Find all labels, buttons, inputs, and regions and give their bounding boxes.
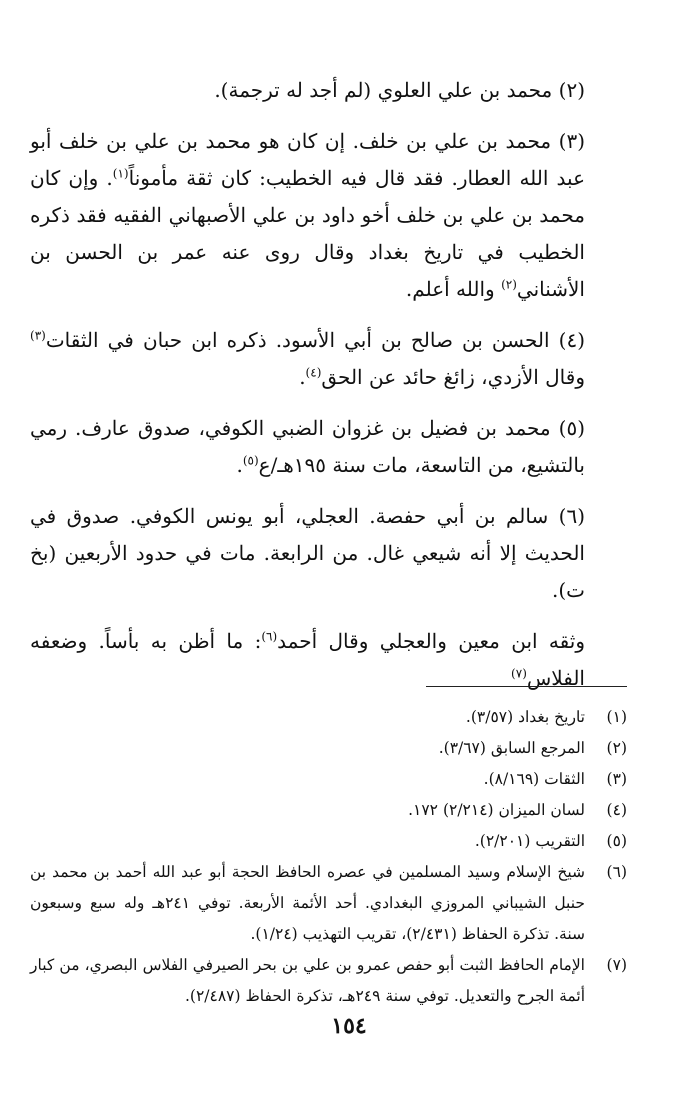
entry-4 (30, 322, 585, 396)
main-text (30, 72, 585, 697)
footnote-ref-7: (٧) (511, 666, 527, 681)
footnotes (30, 702, 627, 1012)
footnote-text: شيخ الإسلام وسيد المسلمين في عصره الحافظ الحجة أبو عبد الله أحمد بن محمد بن حنبل الشيباني المروزي البغدادي. أحد الأئمة الأربعة. توفي ٢٤١هـ وله سبع وسبعون سنة. تذكرة الحفاظ (٢/٤٣١)، تقريب التهذيب (١/٢٤). (30, 863, 585, 943)
footnote-separator (426, 686, 627, 687)
tail-text: وثقه ابن معين والعجلي وقال أحمد (277, 629, 585, 653)
footnote-item (30, 950, 627, 1012)
footnote-number: (٤) (606, 801, 627, 819)
page-number: ١٥٤ (331, 1013, 367, 1039)
footnote-number: (١) (606, 708, 627, 726)
footnote-number: (٦) (606, 863, 627, 881)
footnote-ref-6: (٦) (261, 629, 278, 644)
entry-4-text-end: . (299, 365, 306, 389)
entry-3-text-end: والله أعلم. (405, 277, 502, 301)
footnote-item (30, 857, 627, 950)
entry-5-text-end: . (236, 453, 243, 477)
footnote-text: تاريخ بغداد (٣/٥٧). (465, 708, 585, 726)
tail-text-cont: : ما أظن به بأساً. وضعفه الفلاس (30, 629, 585, 690)
footnote-number: (٢) (606, 739, 627, 757)
entry-4-text: (٤) الحسن بن صالح بن أبي الأسود. ذكره ابن حبان في الثقات (45, 328, 585, 352)
footnote-ref-3: (٣) (30, 328, 46, 343)
entry-4-text-cont: وقال الأزدي، زائغ حائد عن الحق (321, 365, 585, 389)
footnote-ref-5: (٥) (242, 453, 259, 468)
footnote-text: الثقات (٨/١٦٩). (483, 770, 585, 788)
entry-3-text-cont: . وإن كان محمد بن علي بن خلف أخو داود بن علي الأصبهاني الفقيه فقد ذكره الخطيب في تاريخ بغداد وقال روى عنه عمر بن الحسن بن الأشناني (30, 166, 585, 301)
footnote-text: الإمام الحافظ الثبت أبو حفص عمرو بن علي بن بحر الصيرفي الفلاس البصري، من كبار أئمة الجرح والتعديل. توفي سنة ٢٤٩هـ، تذكرة الحفاظ (٢/٤٨٧). (30, 956, 585, 1005)
footnote-ref-4: (٤) (305, 365, 322, 380)
footnote-item (30, 764, 627, 795)
footnote-item (30, 795, 627, 826)
entry-2: (٢) محمد بن علي العلوي (لم أجد له ترجمة). (214, 78, 585, 102)
entry-5 (30, 410, 585, 484)
footnote-item (30, 733, 627, 764)
entry-3-text: (٣) محمد بن علي بن خلف. إن كان هو محمد بن علي بن خلف أبو عبد الله العطار. فقد قال فيه الخطيب: كان ثقة مأموناً (30, 129, 586, 190)
footnote-text: التقريب (٢/٢٠١). (474, 832, 585, 850)
entry-6: (٦) سالم بن أبي حفصة. العجلي، أبو يونس الكوفي. صدوق في الحديث إلا أنه شيعي غال. من الرابعة. مات في حدود الأربعين (بخ ت). (30, 504, 585, 602)
footnote-number: (٣) (606, 770, 627, 788)
footnote-ref-2: (٢) (501, 277, 517, 292)
footnote-text: لسان الميزان (٢/٢١٤) ١٧٢. (408, 801, 585, 819)
footnote-item (30, 826, 627, 857)
footnote-text: المرجع السابق (٣/٦٧). (438, 739, 585, 757)
entry-3 (30, 123, 585, 308)
footnote-ref-1: (١) (112, 166, 129, 181)
footnote-number: (٧) (606, 956, 627, 974)
footnote-item (30, 702, 627, 733)
entry-5-text: (٥) محمد بن فضيل بن غزوان الضبي الكوفي، صدوق عارف. رمي بالتشيع، من التاسعة، مات سنة ١٩٥هـ/ع (30, 416, 585, 477)
footnote-number: (٥) (606, 832, 627, 850)
